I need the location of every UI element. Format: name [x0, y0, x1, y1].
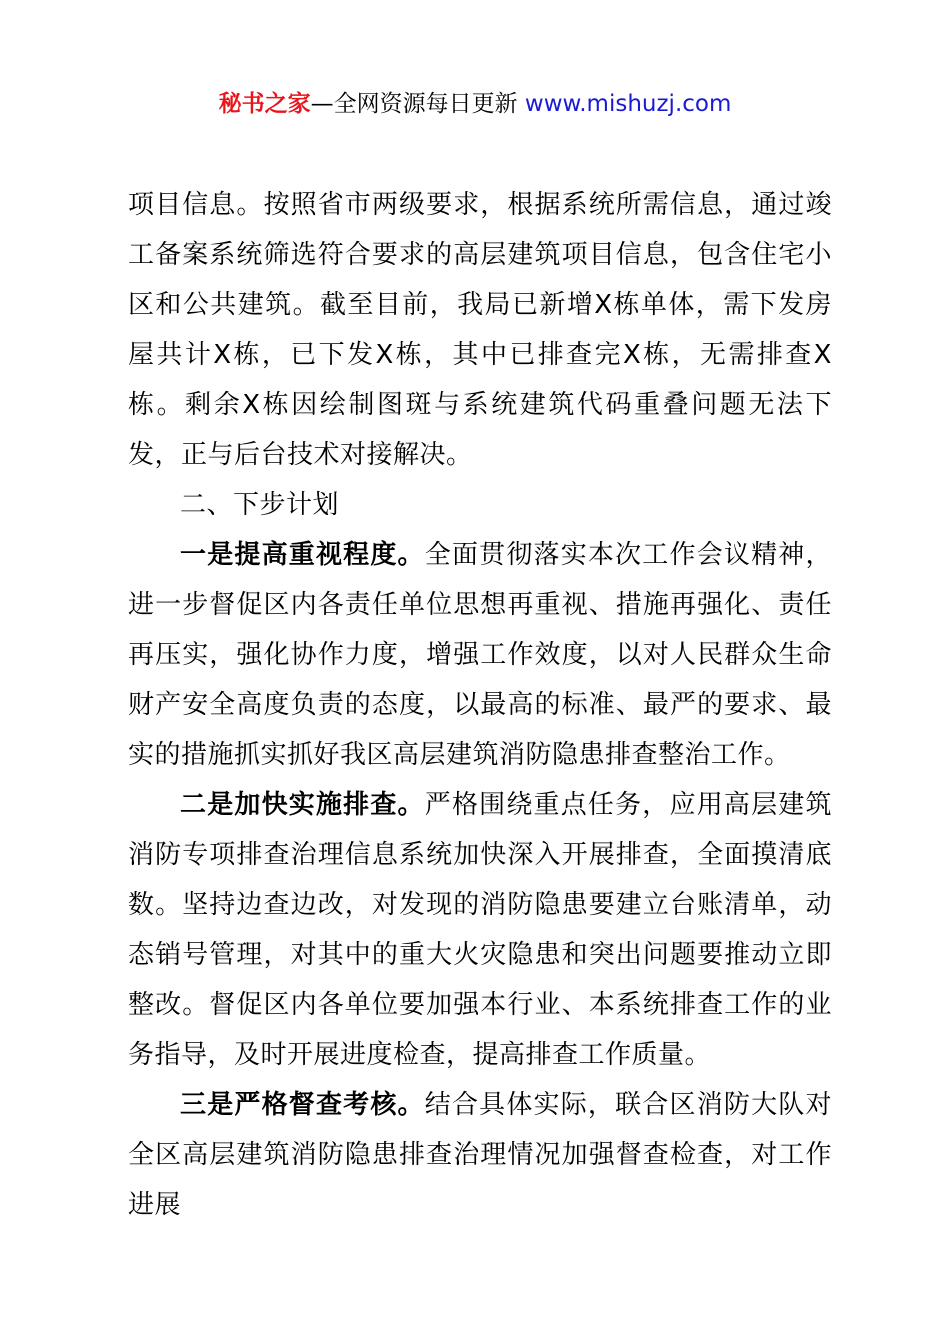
paragraph-lead: 一是提高重视程度。: [180, 540, 425, 570]
paragraph-plan-1: [128, 530, 832, 780]
header-brand: 秘书之家: [218, 91, 311, 117]
section-heading-next-steps: [128, 480, 832, 530]
paragraph-text: 项目信息。按照省市两级要求，根据系统所需信息，通过竣工备案系统筛选符合要求的高层建筑项目信息，包含住宅小区和公共建筑。截至目前，我局已新增X栋单体，需下发房屋共计X栋，已下发X栋，其中已排查完X栋，无需排查X栋。剩余X栋因绘制图斑与系统建筑代码重叠问题无法下发，正与后台技术对接解决。: [128, 190, 832, 470]
section-heading-text: 二、下步计划: [180, 490, 340, 520]
paragraph-lead: 二是加快实施排查。: [180, 790, 425, 820]
paragraph-text: 全面贯彻落实本次工作会议精神，进一步督促区内各责任单位思想再重视、措施再强化、责任再压实，强化协作力度，增强工作效度，以对人民群众生命财产安全高度负责的态度，以最高的标准、最严的要求、最实的措施抓实抓好我区高层建筑消防隐患排查整治工作。: [128, 540, 832, 770]
header-url-link[interactable]: www.mishuzj.com: [524, 91, 732, 117]
header-tagline: —全网资源每日更新: [310, 91, 518, 117]
paragraph-text: 严格围绕重点任务，应用高层建筑消防专项排查治理信息系统加快深入开展排查，全面摸清底数。坚持边查边改，对发现的消防隐患要建立台账清单，动态销号管理，对其中的重大火灾隐患和突出问题要推动立即整改。督促区内各单位要加强本行业、本系统排查工作的业务指导，及时开展进度检查，提高排查工作质量。: [128, 790, 832, 1070]
paragraph-plan-2: [128, 780, 832, 1080]
page-header: [0, 88, 950, 120]
paragraph-plan-3: [128, 1080, 832, 1230]
paragraph-lead: 三是严格督查考核。: [180, 1090, 425, 1120]
paragraph-project-info: [128, 180, 832, 480]
paragraph-text: 结合具体实际，联合区消防大队对全区高层建筑消防隐患排查治理情况加强督查检查，对工作进展: [128, 1090, 832, 1220]
document-body: [128, 180, 832, 1230]
